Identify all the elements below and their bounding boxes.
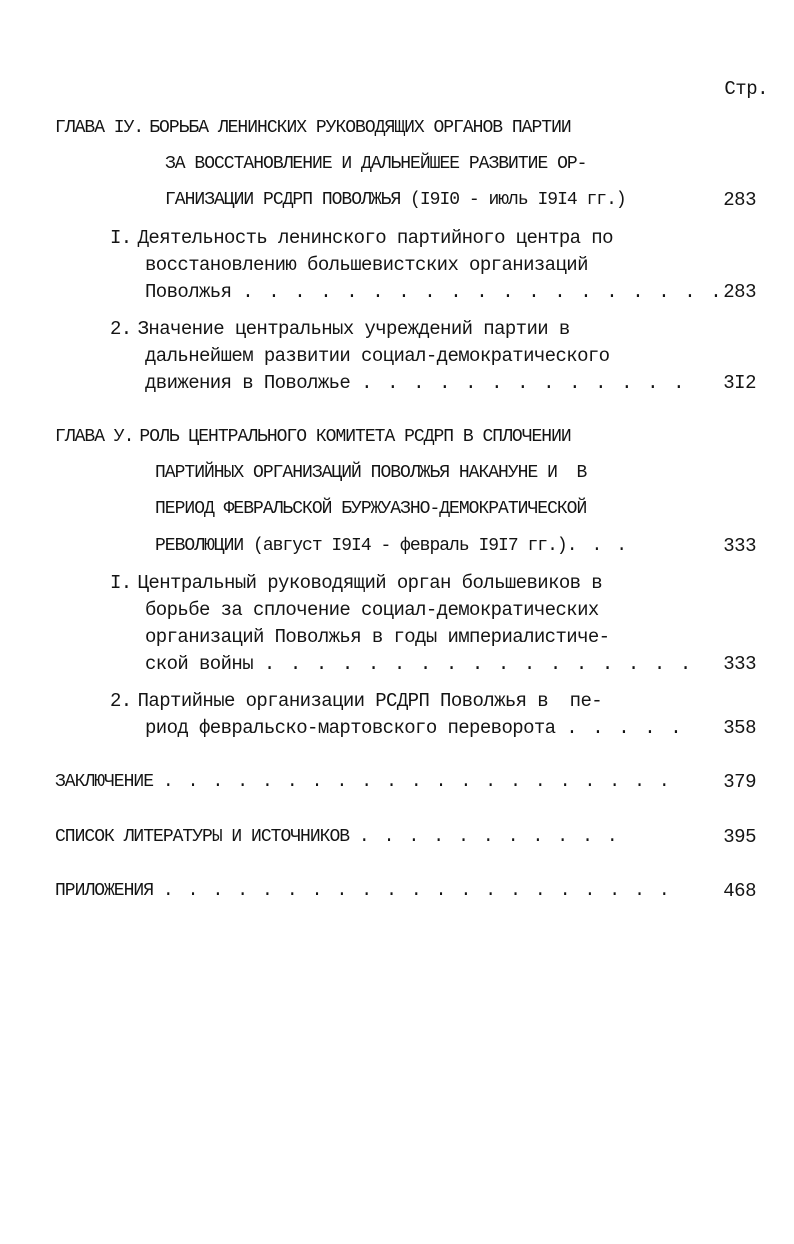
chapter-4-page: 283 [723,189,756,211]
leader-dots: . . . . . . . . . . . [358,827,620,847]
chapter-4-title-line-2: ЗА ВОССТАНОВЛЕНИЕ И ДАЛЬНЕЙШЕЕ РАЗВИТИЕ ОР- [165,154,587,174]
section-5-1-page: 333 [723,653,756,675]
section-4-1-line-2: восстановлению большевистских организаций [145,254,588,276]
leader-dots: . . . . . [566,717,684,739]
leader-dots: . . . . . . . . . . . . . . . . . . . [242,281,724,303]
section-4-2-line-1: 2. Значение центральных учреждений партии в [110,318,570,340]
section-4-2-line-2: дальнейшем развитии социал-демократического [145,345,610,367]
conclusion-entry [55,771,671,793]
section-5-1-line-2: борьбе за сплочение социал-демократических [145,599,599,621]
chapter-5-title-line-1: ГЛАВА У. РОЛЬ ЦЕНТРАЛЬНОГО КОМИТЕТА РСДРП В СПЛОЧЕНИИ [55,427,571,447]
section-4-1-line-1: I. Деятельность ленинского партийного центра по [110,227,613,249]
page-column-header: Стр. [724,78,768,100]
leader-dots: . . . . . . . . . . . . . . . . . [263,653,693,675]
chapter-5-title-line-2: ПАРТИЙНЫХ ОРГАНИЗАЦИЙ ПОВОЛЖЬЯ НАКАНУНЕ И В [155,463,587,483]
section-4-1-page: 283 [723,281,756,303]
leader-dots: . . . [566,536,629,556]
chapter-5-title-line-4: РЕВОЛЮЦИИ (август I9I4 - февраль I9I7 гг.). . . [155,536,629,556]
section-4-2-line-3: движения в Поволжье . . . . . . . . . . . . . [145,372,687,394]
section-5-1-number: I. [110,572,132,594]
conclusion-page: 379 [723,771,756,793]
section-5-2-number: 2. [110,690,132,712]
conclusion-title: ЗАКЛЮЧЕНИЕ [55,772,154,792]
section-4-2-page: 3I2 [723,372,756,394]
chapter-4-label: ГЛАВА IУ. [55,118,144,138]
section-5-2-page: 358 [723,717,756,739]
literature-page: 395 [723,826,756,848]
leader-dots: . . . . . . . . . . . . . . . . . . . . . [162,772,672,792]
section-5-1-line-4: ской войны . . . . . . . . . . . . . . . . . [145,653,693,675]
chapter-4-title-line-1: ГЛАВА IУ. БОРЬБА ЛЕНИНСКИХ РУКОВОДЯЩИХ ОРГАНОВ ПАРТИИ [55,118,571,138]
appendices-title: ПРИЛОЖЕНИЯ [55,881,154,901]
appendices-page: 468 [723,880,756,902]
section-4-1-number: I. [110,227,132,249]
section-5-2-line-2: риод февральско-мартовского переворота . . . . . [145,717,684,739]
chapter-5-title-line-3: ПЕРИОД ФЕВРАЛЬСКОЙ БУРЖУАЗНО-ДЕМОКРАТИЧЕСКОЙ [155,499,587,519]
chapter-4-title-line-3: ГАНИЗАЦИИ РСДРП ПОВОЛЖЬЯ (I9I0 - июль I9I4 гг.) [165,190,626,210]
literature-entry [55,826,619,848]
leader-dots: . . . . . . . . . . . . . . . . . . . . . [162,881,672,901]
section-4-1-line-3: Поволжья . . . . . . . . . . . . . . . . . . . [145,281,724,303]
section-5-1-line-3: организаций Поволжья в годы империалистиче- [145,626,610,648]
section-5-2-line-1: 2. Партийные организации РСДРП Поволжья в пе- [110,690,603,712]
section-5-1-line-1: I. Центральный руководящий орган большевиков в [110,572,603,594]
chapter-5-page: 333 [723,535,756,557]
chapter-5-label: ГЛАВА У. [55,427,134,447]
leader-dots: . . . . . . . . . . . . . [361,372,687,394]
appendices-entry [55,880,671,902]
section-4-2-number: 2. [110,318,132,340]
literature-title: СПИСОК ЛИТЕРАТУРЫ И ИСТОЧНИКОВ [55,827,350,847]
